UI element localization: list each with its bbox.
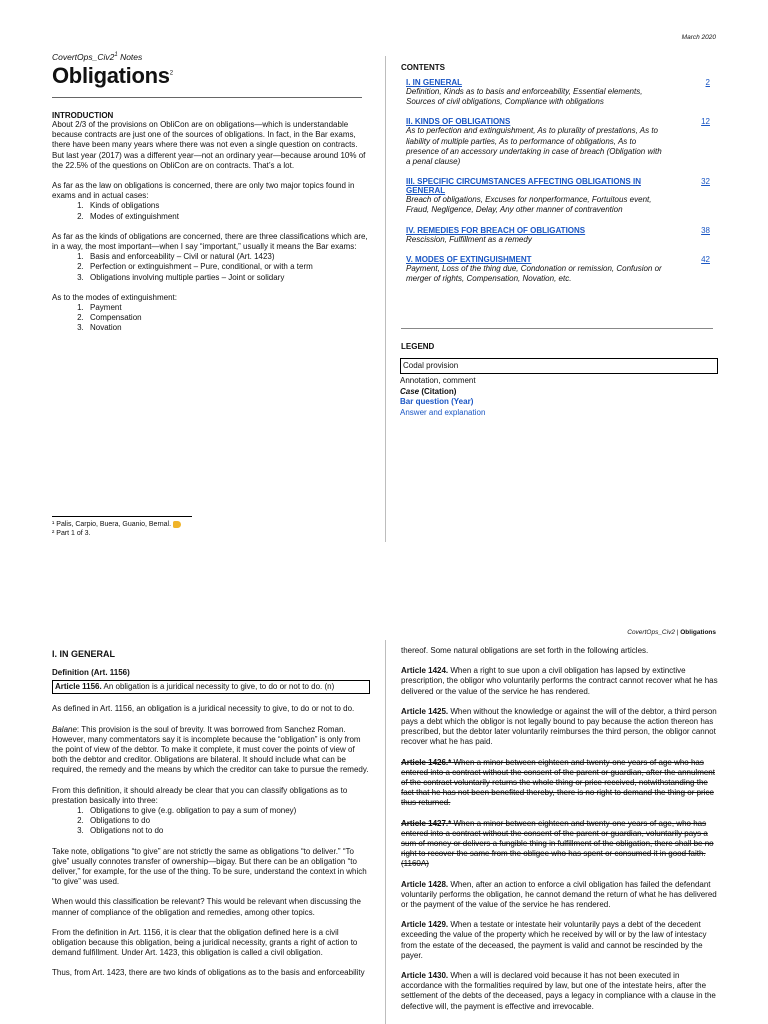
definition-heading: Definition (Art. 1156) [52,668,130,677]
article-1427 [401,819,719,870]
pointing-hand-icon [173,521,181,528]
contents-rule [401,328,713,329]
intro-paragraph-3: As far as the kinds of obligations are concerned, there are three classifications which are, in a way, the most important—when I say “important,” usually it means the Bar exams: [52,231,368,252]
table-of-contents [406,78,710,284]
column-divider [385,640,386,1024]
toc-page-number[interactable]: 12 [701,117,710,127]
article-text: When without the knowledge or against the will of the debtor, a third person pays a debt which the obligor is not legally bound to pay because the action thereon has prescribed, but the debtor later voluntarily reimburses the third person, the obligor cannot recover what he has paid. [401,706,717,747]
list-item: 2. Compensation [86,313,370,323]
article-text: When a will is declared void because it has not been executed in accordance with the formalities required by law, but one of the intestate heirs, after the settlement of the debts of the deceased, pays a legacy in compliance with a clause in the defective will, the payment is effective and irrevocable. [401,971,716,1011]
title-text: Obligations [52,63,170,88]
runhead-separator: | [674,629,681,636]
brand-name: CovertOps_Civ2 [52,52,115,62]
intro-paragraph-4: As to the modes of extinguishment: [52,292,177,302]
legend-case [400,387,718,397]
list-item: 3. Obligations not to do [86,826,370,836]
list-item: 2. Modes of extinguishment [86,212,370,222]
article-text: When a minor between eighteen and twenty-one years of age who has entered into a contract without the consent of the parent or guardian, after the annulment of the contract voluntarily returns the whole thing or price received, notwithstanding the fact that he has not been benefited thereby, there is no right to demand the thing or price thus returned. [401,757,715,808]
list-item: 1. Basis and enforceability – Civil or natural (Art. 1423) [86,252,370,262]
title-rule [52,97,362,98]
toc-description: As to perfection and extinguishment, As to plurality of prestations, As to liability of multiple parties, As to performance of obligations, As to presence of an accessory undertaking in case of breach (Obligation with a penal clause) [406,126,662,167]
left-column [52,668,370,989]
list-item: 3. Obligations involving multiple parties – Joint or solidary [86,273,370,283]
paragraph: From this definition, it should already be clear that you can classify obligations as to prestation basically into three: [52,785,348,805]
article-1428 [401,880,719,911]
prestations-list [52,806,370,837]
article-label: Article 1427.* [401,818,452,828]
article-label: Article 1425. [401,706,449,716]
article-1426 [401,758,719,809]
modes-list [52,303,370,334]
toc-entry[interactable] [406,255,710,284]
list-item: 1. Payment [86,303,370,313]
footnote-2: ² Part 1 of 3. [52,530,91,537]
brand-suffix: Notes [117,52,143,62]
toc-description: Breach of obligations, Excuses for nonperformance, Fortuitous event, Fraud, Negligence, Delay, Any other manner of contravention [406,195,652,215]
article-label: Article 1426.* [401,757,452,767]
list-item: 2. Perfection or extinguishment – Pure, conditional, or with a term [86,262,370,272]
legend [400,358,718,418]
list-item: 1. Obligations to give (e.g. obligation to pay a sum of money) [86,806,370,816]
footnotes [52,520,181,538]
article-1430 [401,971,719,1012]
toc-link-in-general[interactable]: I. IN GENERAL [406,78,463,87]
article-text: An obligation is a juridical necessity to give, to do or not to do. (n) [101,682,335,692]
topics-list [52,201,370,221]
toc-link-specific-circumstances[interactable]: III. SPECIFIC CIRCUMSTANCES AFFECTING OBLIGATIONS IN GENERAL [406,177,641,196]
author-name: Balane [52,724,77,734]
footnote-rule [52,516,192,517]
paragraph: As defined in Art. 1156, an obligation is a juridical necessity to give, to do or not to do. [52,704,355,714]
section-title: I. IN GENERAL [52,649,116,659]
paragraph: From the definition in Art. 1156, it is clear that the obligation defined here is a civil obligation because this obligation, being a juridical necessity, grants a right of action to demand fulfillment. Under Art. 1423, this obligation is called a civil obligation. [52,927,358,958]
list-item: 2. Obligations to do [86,816,370,826]
classifications-list [52,252,370,283]
toc-page-number[interactable]: 42 [701,254,710,264]
legend-annotation: Annotation, comment [400,376,476,386]
list-item: 1. Kinds of obligations [86,201,370,211]
document-date: March 2020 [681,34,716,41]
legend-answer: Answer and explanation [400,407,486,417]
toc-link-remedies[interactable]: IV. REMEDIES FOR BREACH OF OBLIGATIONS [406,225,586,235]
paragraph [52,725,370,776]
toc-page-number[interactable]: 32 [701,177,710,187]
document-title [52,63,173,89]
toc-description: Rescission, Fulfillment as a remedy [406,234,532,244]
paragraph: When would this classification be relevant? This would be relevant when discussing the manner of compliance of the obligation and remedies, among other topics. [52,897,361,917]
article-label: Article 1429. [401,920,449,930]
article-label: Article 1424. [401,666,449,676]
toc-entry[interactable] [406,226,710,245]
toc-entry[interactable] [406,78,710,107]
title-footnote-ref: 2 [169,70,173,77]
paragraph: Take note, obligations “to give” are not strictly the same as obligations “to deliver.” “To give” usually connotes transfer of ownership—bigay. But there can be an obligation “to deliver,” for example, for the use of the thing. To be sure, understand the context in which “to give” was used. [52,846,367,887]
toc-link-kinds[interactable]: II. KINDS OF OBLIGATIONS [406,117,511,127]
document-page-2 [0,620,768,1024]
legend-case-cite: (Citation) [419,386,457,396]
runhead-title: Obligations [680,629,716,636]
article-1424 [401,666,719,697]
article-text: When a testate or intestate heir voluntarily pays a debt of the decedent exceeding the value of the property which he received by will or by the law of intestacy from the estate of the deceased, the payment is valid and cannot be rescinded by the payer. [401,920,707,960]
article-label: Article 1428. [401,879,449,889]
intro-paragraph-1: About 2/3 of the provisions on ObliCon are on obligations—which is understandable because contracts are just one of the sources of obligations. In fact, in the Bar exams, there have been many years where there was not even a single question on contracts. But last year (2017) was a different year—not an ordinary year—because around 10% of the 22.5% of the questions on ObliCon are on contracts. That’s a lot. [52,120,366,170]
footnote-1-text: ¹ Palis, Carpio, Buera, Guanio, Bernal. [52,521,172,528]
legend-codal: Codal provision [400,358,718,374]
legend-case-name: Case [400,386,420,396]
column-divider [385,56,386,542]
brand-line [52,52,142,62]
intro-paragraph-2: As far as the law on obligations is concerned, there are only two major topics found in exams and in actual cases: [52,181,355,201]
list-item: 3. Novation [86,323,370,333]
toc-description: Definition, Kinds as to basis and enforceability, Essential elements, Sources of civil obligations, Compliance with obligations [406,87,643,107]
introduction-section [52,111,370,334]
paragraph: Thus, from Art. 1423, there are two kinds of obligations as to the basis and enforceability [52,968,365,978]
legend-bar-question: Bar question (Year) [400,397,474,407]
article-text: When, after an action to enforce a civil obligation has failed the defendant voluntarily performs the obligation, he cannot demand the return of what he has delivered or the payment of the value of the service he has rendered. [401,879,717,910]
article-1156-box [52,680,370,694]
toc-page-number[interactable]: 2 [705,78,710,87]
toc-description: Payment, Loss of the thing due, Condonation or remission, Confusion or merger of rights, Compensation, Novation, etc. [406,263,662,284]
article-text: When a right to sue upon a civil obligation has lapsed by extinctive prescription, the obligor who voluntarily performs the contract cannot recover what he has delivered or the value of the service he has rendered. [401,666,718,696]
legend-heading: LEGEND [401,342,435,351]
article-text: When a minor between eighteen and twenty-one years of age, who has entered into a contract without the consent of the parent or guardian, voluntarily pays a sum of money or delivers a fungible thing in fulfillment of the obligation, there shall be no right to recover the same from the obligee who has spent or consumed it in good faith. (1160A) [401,818,714,869]
contents-heading: CONTENTS [401,63,445,72]
runhead-brand: CovertOps_Civ2 [627,629,675,636]
right-column [401,646,719,1022]
footnote-1 [52,520,181,529]
toc-page-number[interactable]: 38 [701,225,710,235]
toc-entry[interactable] [406,177,710,215]
paragraph: thereof. Some natural obligations are set forth in the following articles. [401,646,649,655]
toc-entry[interactable] [406,117,710,167]
brand-footnote-ref: 1 [114,52,118,59]
paragraph-text: : This provision is the soul of brevity. It was borrowed from Sanchez Roman. However, many commentators say it is incomplete because the “obligation” is only from the point of view of the debtor. To make it complete, it must cover the points of view of both the debtor and creditor. Obligations are bilateral. It should include what can be required, the remedy and the means by which the creditor can take to pursue the remedy. [52,724,369,775]
article-label: Article 1430. [401,971,449,981]
toc-link-modes[interactable]: V. MODES OF EXTINGUISHMENT [406,254,532,264]
article-1425 [401,707,719,748]
running-header [627,629,716,636]
introduction-heading: INTRODUCTION [52,111,114,120]
article-label: Article 1156. [55,682,102,692]
article-1429 [401,920,719,961]
